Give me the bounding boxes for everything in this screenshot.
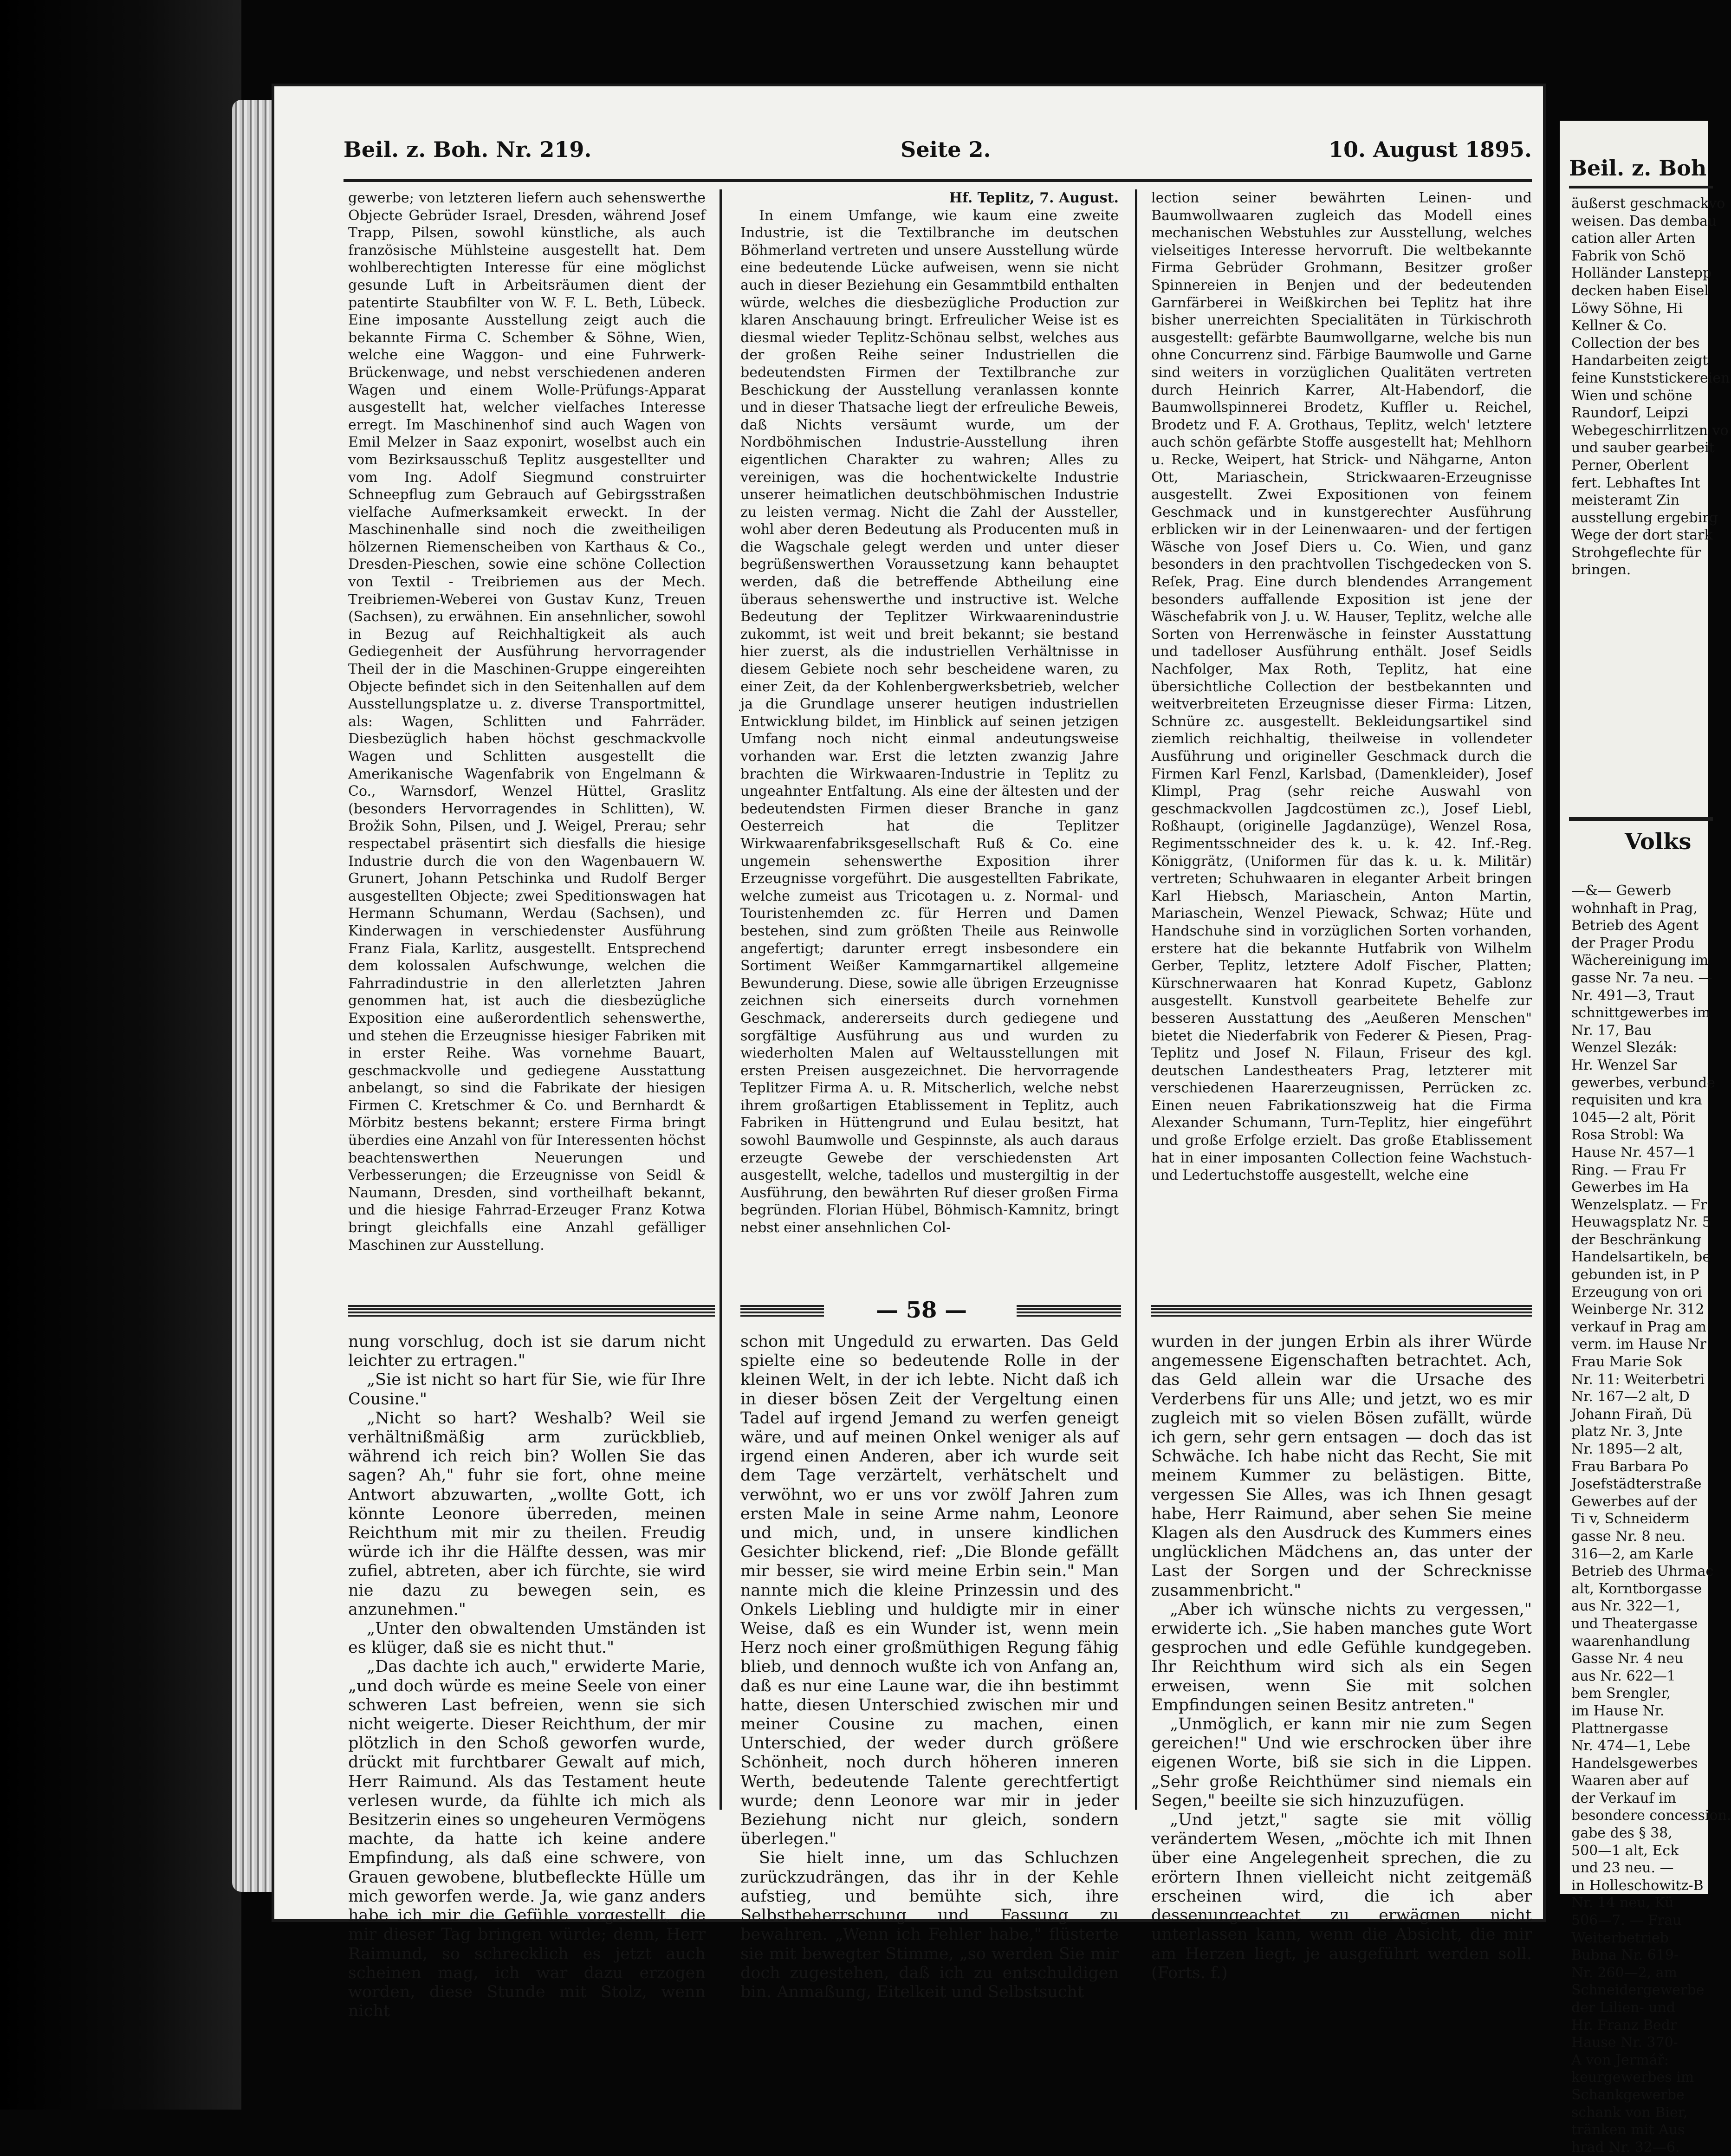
text-line: tränken mit Aus [1571,2122,1685,2138]
story-paragraph: „Nicht so hart? Weshalb? Weil sie verhältnißmäßig arm zurückblieb, während ich reich bin? Wollen Sie das sagen? Ah," fuhr sie fort, ohne meine Antwort abzuwarten, „wollte Gott, ich könnte Leonore überreden, meinen Reichthum mit mir zu theilen. Freudig würde ich ihr die Hälfte dessen, was mir zufiel, abtreten, aber ich fürchte, sie wird nie dazu zu bewegen sein, es anzunehmen." [348,1409,706,1619]
text-line: der Verkauf im [1571,1790,1676,1806]
dateline: Hf. Teplitz, 7. August. [949,190,1119,206]
text-line: Hause Nr. 370- [1571,2034,1678,2051]
text-line: Löwy Söhne, Hi [1571,300,1683,317]
text-line: Erzeugung von ori [1571,1284,1702,1300]
text-line: Fabrik von Schö [1571,247,1686,264]
feuilleton-page-number: — 58 — [875,1297,967,1323]
story-paragraph: „Unter den obwaltenden Umständen ist es klüger, daß sie es nicht thut." [348,1619,706,1657]
text-line: weisen. Das dembau [1571,213,1717,229]
text-line: 506—7. — Frau [1571,1912,1682,1929]
text-line: gebunden ist, in P [1571,1266,1699,1283]
story-paragraph: Sie hielt inne, um das Schluchzen zurückzudrängen, das ihr in der Kehle aufstieg, und bemühte sich, ihre Selbstbeherrschung und Fassung zu bewahren. „Wenn ich Fehler habe," flüsterte sie mit bewegter Stimme, „so werden Sie mir doch zugestehen, daß ich zu entschuldigen bin. Anmaßung, Eitelkeit und Selbstsucht [740,1849,1119,2001]
text-line: Raundorf, Leipzi [1571,405,1689,422]
text-line: Betrieb des Agent [1571,917,1699,934]
text-line: und Theatergasse [1571,1615,1698,1632]
header-date: 10. August 1895. [1329,137,1532,162]
story-paragraph: schon mit Ungeduld zu erwarten. Das Geld spielte eine so bedeutende Rolle in der kleinen Welt, in der ich lebte. Nicht daß ich in dieser bösen Zeit der Vergeltung einen Tadel auf irgend Jemand zu werfen geneigt wäre, und auf meinen Onkel weniger als auf irgend einen Anderen, aber ich wurde seit dem Tage verzärtelt, verhätschelt und verwöhnt, wo er uns vor zwölf Jahren zum ersten Male in seine Arme nahm, Leonore und mich, und, in unsere kindlichen Gesichter blickend, rief: „Die Blonde gefällt mir besser, sie wird meine Erbin sein." Man nannte mich die kleine Prinzessin und des Onkels Liebling und huldigte mir in einer Weise, daß es ein Wunder ist, wenn mein Herz noch einer großmüthigen Regung fähig blieb, und dennoch wußte ich von Anfang an, daß es nur eine Laune war, die ihn bestimmt hatte, diesen Unterschied zwischen mir und meiner Cousine zu machen, einen Unterschied, der weder durch größere Schönheit, noch durch höheren inneren Werth, bedeutende Talente gerechtfertigt wurde; denn Leonore war mir in jeder Beziehung nicht nur gleich, sondern überlegen." [740,1332,1119,1849]
text-line: A von Jermář: [1571,2052,1669,2068]
text-line: fert. Lebhaftes Int [1571,474,1700,491]
text-line: und sauber gearbeit [1571,440,1715,456]
text-line: Frau Marie Sok [1571,1354,1682,1370]
text-line: Schneidergewerbe [1571,1982,1705,1999]
text-line: Kellner & Co. [1571,318,1667,334]
text-line: Bubna Nr. 619- [1571,1947,1679,1964]
page-header [344,137,1532,174]
adjacent-page [1560,121,1731,2156]
text-line: Ring. — Frau Fr [1571,1162,1686,1178]
feuilleton-column-3 [1151,1332,1532,1982]
text-line: decken haben Eisel [1571,282,1709,299]
text-line: Holländer Lanstepp [1571,265,1712,282]
feuilleton-column-2 [740,1332,1119,2001]
text-line: Handelsartikeln, be [1571,1249,1711,1266]
text-line: Weiterbetrieb [1571,1929,1669,1946]
text-line: gasse Nr. 8 neu. [1571,1528,1686,1545]
text-line: aus Nr. 322—1, [1571,1598,1680,1615]
text-line: Waaren aber auf [1571,1773,1688,1789]
story-paragraph: „Sie ist nicht so hart für Sie, wie für Ihre Cousine." [348,1370,706,1409]
section-divider [1151,1305,1532,1317]
text-line: Wien und schöne [1571,387,1692,404]
story-paragraph: „Aber ich wünsche nichts zu vergessen," erwiderte ich. „Sie haben manches gute Wort gesprochen und edle Gefühle kundgegeben. Ihr Reichthum wird sich als ein Segen erweisen, wenn Sie mit solchen Empfindungen seinen Besitz antreten." [1151,1600,1532,1714]
adjacent-page-header: Beil. z. Boh [1569,156,1707,181]
text-line: Nr. 14 neu, Kü [1571,1895,1674,1911]
column-rule [720,189,722,1810]
text-line: Wenzelsplatz. — Fr [1571,1196,1707,1213]
text-line: Gewerbes im Ha [1571,1179,1689,1196]
section-divider [1569,817,1713,821]
story-paragraph: „Das dachte ich auch," erwiderte Marie, „und doch würde es meine Seele von einer schweren Last befreien, wenn sie sich nicht weigerte. Dieser Reichthum, der mir plötzlich in den Schoß geworfen wurde, drückt mit furchtbarer Gewalt auf mich, Herr Raimund. Als das Testament heute verlesen wurde, da fühlte ich mich als Besitzerin eines so ungeheuren Vermögens machte, da hatte ich keine andere Empfindung, als daß eine schwere, von Grauen gewobene, blutbefleckte Hülle um mich geworfen werde. Ja, wie ganz anders habe ich mir die Gefühle vorgestellt, die mir dieser Tag bringen würde; denn, Herr Raimund, so schrecklich es jetzt auch scheinen mag, ich war dazu erzogen worden, diese Stunde mit Stolz, wenn nicht [348,1657,706,2021]
text-line: besondere concession. [1571,1807,1731,1824]
story-paragraph: „Unmöglich, er kann mir nie zum Segen gereichen!" Und wie erschrocken über ihre eigenen Worte, biß sie sich in die Lippen. „Sehr große Reichthümer sind niemals ein Segen," beeilte sie sich hinzuzufügen. [1151,1715,1532,1810]
text-line: der Prager Produ [1571,935,1695,951]
text-line: Heuwagsplatz Nr. 5 [1571,1214,1711,1231]
section-title: Volks [1625,829,1692,855]
text-line: Betrieb des Uhrmac [1571,1563,1714,1580]
header-page: Seite 2. [901,137,991,162]
text-line: Weinberge Nr. 312 [1571,1301,1705,1318]
text-line: Nr. 260—2, am [1571,1964,1678,1981]
text-line: schnittgewerbes im [1571,1005,1711,1021]
text-line: Josefstädterstraße [1571,1476,1702,1493]
text-line: verm. im Hause Nr [1571,1336,1706,1353]
text-line: gasse Nr. 7a neu. — [1571,969,1712,986]
text-line: keurgewerbes im [1571,2069,1694,2086]
article-column-1 [348,189,706,1285]
text-line: hrad Nr. 32—6. [1571,2139,1680,2156]
text-line: und 23 neu. — [1571,1860,1674,1877]
text-line: Wenzel Slezák: [1571,1039,1678,1056]
page-edge [232,100,274,1892]
text-line: ausstellung ergebirg [1571,509,1718,526]
text-line: 316—2, am Karle [1571,1546,1694,1562]
story-paragraph: „Und jetzt," sagte sie mit völlig verändertem Wesen, „möchte ich mit Ihnen über eine Angelegenheit sprechen, die zu erörtern Ihnen vielleicht nicht zeitgemäß erscheinen wird, die ich aber dessenungeachtet zu erwägnen nicht unterlassen kann, wenn die Absicht, die mir am Herzen liegt, je ausgeführt werden soll. (Forts. f.) [1151,1811,1532,1982]
text-line: —&— Gewerb [1571,883,1671,899]
text-line: Frau Barbara Po [1571,1458,1689,1475]
text-line: Wächereinigung im [1571,952,1709,969]
text-line: Nr. 474—1, Lebe [1571,1738,1691,1754]
text-line: Nr. 11: Weiterbetri [1571,1371,1705,1388]
newspaper-page [272,84,1546,2021]
column-rule [1135,189,1137,1810]
article-paragraph: gewerbe; von letzteren liefern auch sehenswerthe Objecte Gebrüder Israel, Dresden, während Josef Trapp, Pilsen, sowohl künstliche, als auch französische Mühlsteine ausgestellt hat. Dem wohlberechtigten Interesse für eine möglichst gesunde Luft in Arbeitsräumen dient der patentirte Staubfilter von W. F. L. Beth, Lübeck. Eine imposante Ausstellung zeigt auch die bekannte Firma C. Schember & Söhne, Wien, welche eine Waggon- und eine Fuhrwerk-Brückenwage, und nebst verschiedenen anderen Wagen und einem Wolle-Prüfungs-Apparat ausgestellt hat, welcher vielfaches Interesse erregt. Im Maschinenhof sind auch Wagen von Emil Melzer in Saaz exponirt, woselbst auch ein vom Bezirksausschuß Teplitz ausgestellter und vom Ing. Adolf Siegmund construirter Schneepflug zum Gebrauch auf Gebirgsstraßen vielfache Aufmerksamkeit erweckt. In der Maschinenhalle sind noch die zweitheiligen hölzernen Riemenscheiben von Karthaus & Co., Dresden-Pieschen, sowie eine schöne Collection von Textil - Treibriemen aus der Mech. Treibriemen-Weberei von Gustav Kunz, Treuen (Sachsen), zu erwähnen. Ein ansehnlicher, sowohl in Bezug auf Reichhaltigkeit als auch Gediegenheit der Ausführung hervorragender Theil der in die Maschinen-Gruppe eingereihten Objecte befindet sich in den Seitenhallen auf dem Ausstellungsplatze u. z. diverse Transportmittel, als: Wagen, Schlitten und Fahrräder. Diesbezüglich haben höchst geschmackvolle Wagen und Schlitten ausgestellt die Amerikanische Wagenfabrik von Engelmann & Co., Warnsdorf, Wenzel Hüttel, Graslitz (besonders Hervorragendes in Schlitten), W. Brožik Sohn, Pilsen, und J. Weigel, Prerau; sehr respectabel präsentirt sich diesfalls die hiesige Industrie durch die von den Wagenbauern W. Grunert, Johann Petschinka und Rudolf Berger ausgestellten Objecte; zwei Speditionswagen hat Hermann Schumann, Werdau (Sachsen), und Kinderwagen in verschiedenster Ausführung Franz Fiala, Karlitz, ausgestellt. Entsprechend dem kolossalen Aufschwunge, welchen die Fahrradindustrie in den allerletzten Jahren genommen hat, ist auch die diesbezügliche Exposition eine außerordentlich sehenswerthe, und stehen die Erzeugnisse hiesiger Fabriken mit in erster Reihe. Was vornehme Bauart, geschmackvolle und gediegene Ausstattung anbelangt, so sind die Fabrikate der hiesigen Firmen C. Kretschmer & Co. und Bernhardt & Mörbitz bestens bekannt; erstere Firma bringt überdies eine Anzahl von für Interessenten höchst beachtenswerthen Neuerungen und Verbesserungen; die Erzeugnisse von Seidl & Naumann, Dresden, sind vortheilhaft bekannt, und die hiesige Fahrrad-Erzeuger Franz Kotwa bringt gleichfalls eine Anzahl gefälliger Maschinen zur Ausstellung. [348,190,706,1253]
article-paragraph: In einem Umfange, wie kaum eine zweite Industrie, ist die Textilbranche im deutschen Böhmerland vertreten und unsere Ausstellung würde eine bedeutende Lücke aufweisen, wenn sie nicht auch in dieser Beziehung ein Gesammtbild enthalten würde, welches die diesbezügliche Production zur klaren Anschauung bringt. Erfreulicher Weise ist es diesmal wieder Teplitz-Schönau selbst, welches aus der großen Reihe seiner Industriellen die bedeutendsten Firmen der Textilbranche zur Beschickung der Ausstellung veranlassen konnte und in dieser Thatsache liegt der erfreuliche Beweis, daß Nichts versäumt wurde, um der Nordböhmischen Industrie-Ausstellung ihren eigentlichen Charakter zu wahren; Alles zu vereinigen, was die hochentwickelte Industrie unserer heimatlichen deutschböhmischen Industrie zu leisten vermag. Nicht die Zahl der Aussteller, wohl aber deren Bedeutung als Producenten muß in die Wagschale gelegt werden und unter dieser begrüßenswerthen Voraussetzung kann behauptet werden, daß die betreffende Abtheilung eine überaus sehenswerthe und instructive ist. Welche Bedeutung der Teplitzer Wirkwaarenindustrie zukommt, ist weit und breit bekannt; sie bestand hier zuerst, als die industriellen Verhältnisse in diesem Gebiete noch sehr bescheidene waren, zu einer Zeit, da der Kohlenbergwerksbetrieb, welcher ja die Grundlage unserer heutigen industriellen Entwicklung bildet, im Hinblick auf seinen jetzigen Umfang noch nicht einmal andeutungsweise vorhanden war. Erst die letzten zwanzig Jahre brachten die Wirkwaaren-Industrie in Teplitz zu ungeahnter Entfaltung. Als eine der ältesten und der bedeutendsten Firmen dieser Branche in ganz Oesterreich hat die Teplitzer Wirkwaarenfabriksgesellschaft Ruß & Co. eine ungemein sehenswerthe Exposition ihrer Erzeugnisse vorgeführt. Die ausgestellten Fabrikate, welche zumeist aus Tricotagen u. z. Normal- und Touristenhemden zc. für Herren und Damen bestehen, sind zum größten Theile aus Reinwolle angefertigt; darunter erregt insbesondere ein Sortiment Weißer Kammgarnartikel allgemeine Bewunderung. Diese, sowie alle übrigen Erzeugnisse zeichnen sich einerseits durch vornehmen Geschmack, andererseits durch gediegene und sorgfältige Ausführung aus und wurden zu wiederholten Malen auf Weltausstellungen mit ersten Preisen ausgezeichnet. Die hervorragende Teplitzer Firma A. u. R. Mitscherlich, welche nebst ihrem großartigen Etablissement in Teplitz, auch Fabriken in Hüttengrund und Eulau besitzt, hat sowohl Baumwolle und Gespinnste, als auch daraus erzeugte Gewebe der verschiedensten Art ausgestellt, welche, tadellos und mustergiltig in der Ausführung, den bewährten Ruf dieser großen Firma begründen. Florian Hübel, Böhmisch-Kamnitz, bringt nebst einer ansehnlichen Col- [740,207,1119,1236]
text-line: requisiten und kra [1571,1092,1702,1109]
text-line: Schankgewerbe [1571,2086,1685,2103]
book-binding [0,0,241,2110]
article-column-2 [740,189,1119,1285]
section-divider [740,1305,824,1317]
text-line: bem Srengler, [1571,1685,1671,1702]
text-line: 1045—2 alt, Pörit [1571,1109,1695,1126]
text-line: Collection der bes [1571,335,1700,351]
text-line: waarenhandlung [1571,1633,1691,1649]
text-line: Nr. 491—3, Traut [1571,987,1695,1004]
text-line: 500—1 alt, Eck [1571,1842,1679,1859]
text-line: aus Nr. 622—1 [1571,1668,1676,1684]
header-rule [1569,186,1713,188]
header-rule [344,179,1532,182]
text-line: Handarbeiten zeigt [1571,352,1708,369]
text-line: alt, Korntborgasse [1571,1580,1702,1597]
article-column-3 [1151,189,1532,1285]
text-line: Hr. Wenzel Sar [1571,1057,1677,1073]
text-line: Plattnergasse [1571,1720,1668,1737]
text-line: Nr. 167—2 alt, D [1571,1389,1690,1405]
text-line: Nr. 1895—2 alt, [1571,1441,1683,1457]
text-line: meisteramt Zin [1571,492,1680,509]
adjacent-column-bottom [1571,882,1731,2156]
section-divider [348,1305,715,1317]
text-line: cation aller Arten [1571,230,1696,247]
text-line: platz Nr. 3, Jnte [1571,1423,1683,1440]
article-paragraph: lection seiner bewährten Leinen- und Baumwollwaaren zugleich das Modell eines mechanischen Webstuhles zur Ausstellung, welches vielseitiges Interesse hervorruft. Die weltbekannte Firma Gebrüder Grohmann, Besitzer großer Spinnereien in Benjen und der bedeutenden Garnfärberei in Weißkirchen bei Teplitz hat ihre bisher unerreichten Specialitäten in Türkischroth ausgestellt: gefärbte Baumwollgarne, welche bis nun ohne Concurrenz sind. Färbige Baumwolle und Garne sind weiters in vorzüglichen Qualitäten vertreten durch Heinrich Karrer, Alt-Habendorf, die Baumwollspinnerei Brodetz, Kuffler u. Reichel, Brodetz und F. A. Grothaus, Teplitz, welch' letztere auch schön gefärbte Stoffe ausgestellt hat; Mehlhorn u. Recke, Weipert, hat Strick- und Nähgarne, Anton Ott, Mariaschein, Strickwaaren-Erzeugnisse ausgestellt. Zwei Expositionen von feinem Geschmack und in kunstgerechter Ausführung erblicken wir in der Leinenwaaren- und der fertigen Wäsche von Josef Diers u. Co. Wien, und ganz besonders in den prachtvollen Tischgedecken von S. Reſek, Prag. Eine durch blendendes Arrangement besonders auffallende Exposition ist jene der Wäschefabrik von J. u. W. Hauser, Teplitz, welche alle Sorten von Herrenwäsche in feinster Ausstattung und tadelloser Ausführung enthält. Josef Seidls Nachfolger, Max Roth, Teplitz, hat eine übersichtliche Collection der bestbekannten und weitverbreiteten Erzeugnisse dieser Firma: Litzen, Schnüre zc. ausgestellt. Bekleidungsartikel sind ziemlich reichhaltig, theilweise in vollendeter Ausführung und origineller Geschmack durch die Firmen Karl Fenzl, Karlsbad, (Damenkleider), Josef Klimpl, Prag (sehr reiche Auswahl von geschmackvollen Jagdcostümen zc.), Josef Liebl, Roßhaupt, (originelle Jagdanzüge), Wenzel Rosa, Regimentsschneider des k. u. k. 42. Inf.-Reg. Königgrätz, (Uniformen für das k. u. k. Militär) vertreten; Schuhwaaren in eleganter Arbeit bringen Karl Hiebsch, Mariaschein, Anton Martin, Mariaschein, Wenzel Piewack, Schwaz; Hüte und Handschuhe sind in vorzüglichen Sorten vorhanden, erstere hat die bekannte Hutfabrik von Wilhelm Gerber, Teplitz, letztere Adolf Fischer, Platten; Kürschnerwaaren hat Konrad Kupetz, Gablonz ausgestellt. Kunstvoll gearbeitete Behelfe zur besseren Ausstattung des „Aeußeren Menschen" bietet die Niederfabrik von Federer & Piesen, Prag-Teplitz und Josef N. Filaun, Friseur des kgl. deutschen Landestheaters Prag, letzterer mit verschiedenen Haarerzeugnissen, Perrücken zc. Einen neuen Fabrikationszweig hat die Firma Alexander Schumann, Turn-Teplitz, hier eingeführt und große Erfolge erzielt. Das große Etablissement hat in einer imposanten Collection feine Wachstuch- und Ledertuchstoffe ausgestellt, welche eine [1151,190,1532,1184]
feuilleton-column-1 [348,1332,706,2021]
text-line: Nr. 17, Bau [1571,1022,1652,1039]
adjacent-column-top [1571,195,1730,808]
text-line: Ti v, Schneiderm [1571,1511,1690,1527]
text-line: feine Kunststickereien [1571,370,1730,386]
text-line: Wege der dort stark [1571,527,1713,544]
text-line: Webegeschirrlitzen vo [1571,422,1729,439]
text-line: im Hause Nr. [1571,1702,1665,1719]
text-line: wohnhaft in Prag, [1571,900,1698,916]
header-issue: Beil. z. Boh. Nr. 219. [344,137,592,162]
text-line: der Beschränkung [1571,1231,1701,1248]
text-line: schank von Bier, [1571,2104,1688,2121]
text-line: gabe des § 38, [1571,1825,1673,1842]
text-line: Johann Firaň, Dü [1571,1406,1692,1422]
text-line: verkauf in Prag am [1571,1318,1707,1335]
text-line: in Holleschowitz-B [1571,1877,1704,1894]
story-paragraph: nung vorschlug, doch ist sie darum nicht leichter zu ertragen." [348,1332,706,1370]
text-line: Perner, Oberlent [1571,457,1689,474]
text-line: der Lilien- und [1571,2000,1676,2016]
text-line: Handelsgewerbes [1571,1755,1698,1772]
text-line: Hause Nr. 457—1 [1571,1144,1696,1161]
text-line: Gasse Nr. 4 neu [1571,1650,1684,1667]
section-divider [1017,1305,1121,1317]
text-line: Strohgeflechte für [1571,544,1701,561]
text-line: bringen. [1571,562,1631,578]
text-line: Rosa Strobl: Wa [1571,1127,1685,1143]
text-line: äußerst geschmackvo [1571,195,1725,212]
text-line: Gewerbes auf der [1571,1493,1697,1510]
story-paragraph: wurden in der jungen Erbin als ihrer Würde angemessene Eigenschaften betrachtet. Ach, das Geld allein war die Ursache des Verderbens für uns Alle; und jetzt, wo es mir zugleich mit so vielen Bösen zufällt, würde ich gern, sehr gern entsagen — doch das ist Schwäche. Ich habe nicht das Recht, Sie mit meinem Kummer zu belästigen. Bitte, vergessen Sie Alles, was ich Ihnen gesagt habe, Herr Raimund, aber sehen Sie meine Klagen als den Ausdruck des Kummers eines unglücklichen Mädchens an, das unter der Last der Sorgen und der Schrecknisse zusammenbricht." [1151,1332,1532,1600]
text-line: gewerbes, verbunde [1571,1074,1716,1091]
text-line: Hr. Franz Bedr [1571,2017,1677,2033]
